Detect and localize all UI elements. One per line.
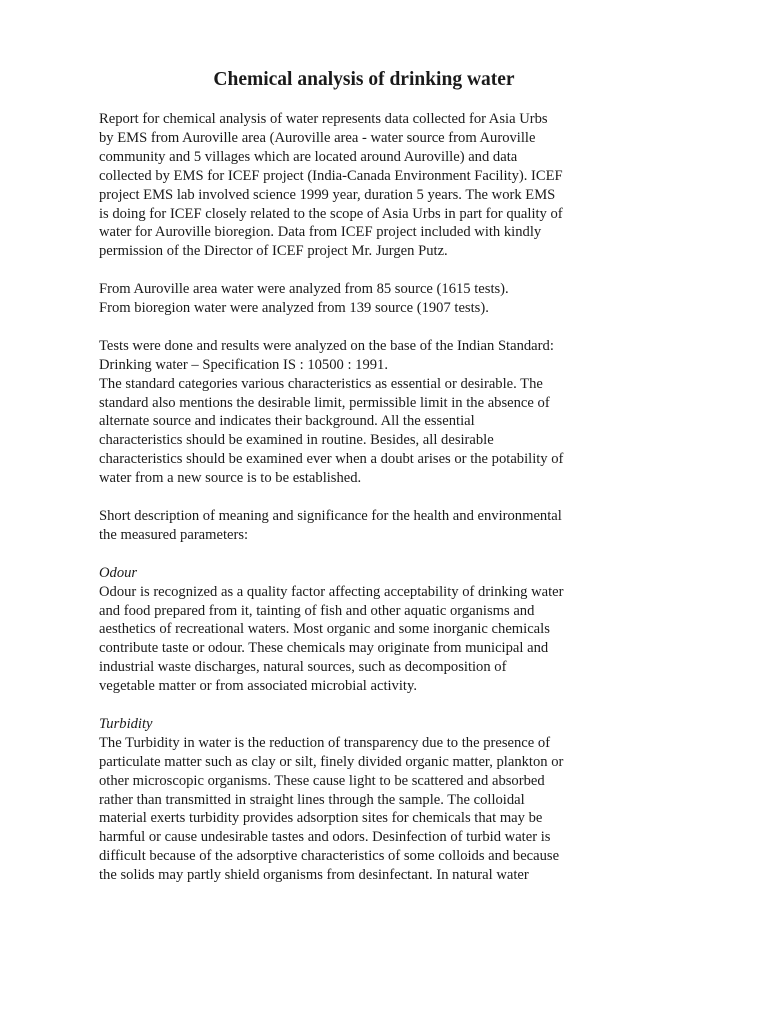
standard-details-paragraph: The standard categories various characteristics as essential or desirable. The standard also mentions the desirable limit, permissible limit in the absence of alternate source and indicates their background. All the essential characteristics should be examined in routine. Besides, all desirable characteristics should be examined ever when a doubt arises or the potability of water from a new source is to be established.: [99, 375, 564, 487]
section-turbidity: [99, 715, 639, 885]
sources-paragraph: From Auroville area water were analyzed from 85 source (1615 tests). From bioregion water were analyzed from 139 source (1907 tests).: [99, 281, 509, 317]
section-text: The Turbidity in water is the reduction of transparency due to the presence of particulate matter such as clay or silt, finely divided organic matter, plankton or other microscopic organisms. These cause light to be scattered and absorbed rather than transmitted in straight lines through the sample. The colloidal material exerts turbidity provides adsorption sites for chemicals that may be harmful or cause undesirable tastes and odors. Desinfection of turbid water is difficult because of the adsorptive characteristics of some colloids and because the solids may partly shield organisms from desinfectant. In natural water: [99, 734, 564, 884]
document-title: Chemical analysis of drinking water: [213, 69, 515, 90]
intro-paragraph: Report for chemical analysis of water represents data collected for Asia Urbs by EMS from Auroville area (Auroville area - water source from Auroville community and 5 villages which are located around Auroville) and data collected by EMS for ICEF project (India-Canada Environment Facility). ICEF project EMS lab involved science 1999 year, duration 5 years. The work EMS is doing for ICEF closely related to the scope of Asia Urbs in part for quality of water for Auroville bioregion. Data from ICEF project included with kindly permission of the Director of ICEF project Mr. Jurgen Putz.: [99, 111, 563, 260]
section-heading: Odour: [99, 564, 138, 581]
parameters-intro-paragraph: Short description of meaning and significance for the health and environmental the measured parameters:: [99, 507, 562, 543]
document-body: [99, 110, 639, 885]
section-odour: [99, 564, 639, 696]
section-text: Odour is recognized as a quality factor affecting acceptability of drinking water and food prepared from it, tainting of fish and other aquatic organisms and aesthetics of recreational waters. Most organic and some inorganic chemicals contribute taste or odour. These chemicals may originate from municipal and industrial waste discharges, natural sources, such as decomposition of vegetable matter or from associated microbial activity.: [99, 583, 564, 695]
section-heading: Turbidity: [99, 715, 153, 732]
standard-intro-paragraph: Tests were done and results were analyzed on the base of the Indian Standard: Drinking water – Specification IS : 10500 : 1991.: [99, 337, 554, 373]
